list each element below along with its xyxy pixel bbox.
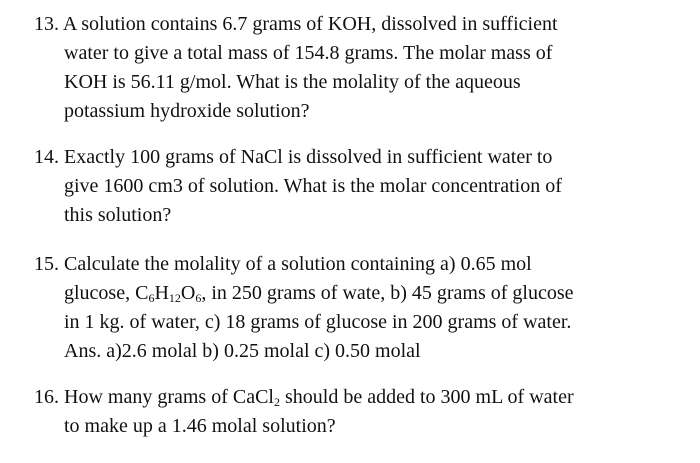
formula-part: H xyxy=(154,282,169,304)
problem-line xyxy=(34,383,674,412)
problem-line: this solution? xyxy=(64,204,172,226)
formula-prefix: glucose, C xyxy=(64,282,149,304)
problem-13 xyxy=(34,10,674,126)
problem-number: 13. xyxy=(34,13,59,35)
problem-line: in 1 kg. of water, c) 18 grams of glucose in 200 grams of water. xyxy=(64,311,572,333)
problem-line xyxy=(34,250,674,279)
problem-text: A solution contains 6.7 grams of KOH, dissolved in sufficient xyxy=(62,13,558,35)
problem-line: potassium hydroxide solution? xyxy=(64,100,310,122)
subscript: 12 xyxy=(168,291,181,305)
problem-15 xyxy=(34,250,674,366)
problem-number: 15. xyxy=(34,253,59,275)
problem-line xyxy=(34,10,674,39)
problem-line: water to give a total mass of 154.8 grams. The molar mass of xyxy=(64,42,553,64)
formula-prefix: How many grams of CaCl xyxy=(64,386,274,408)
problem-line-formula xyxy=(34,279,674,308)
problem-line: give 1600 cm3 of solution. What is the molar concentration of xyxy=(64,175,562,197)
subscript: 6 xyxy=(195,291,202,305)
problem-line xyxy=(34,143,674,172)
problem-16 xyxy=(34,383,674,441)
problem-14 xyxy=(34,143,674,230)
subscript: 2 xyxy=(273,395,280,409)
problem-line: to make up a 1.46 molal solution? xyxy=(64,415,336,437)
formula-suffix: , in 250 grams of wate, b) 45 grams of glucose xyxy=(201,282,574,304)
formula-part: O xyxy=(180,282,196,304)
problem-text: Exactly 100 grams of NaCl is dissolved in sufficient water to xyxy=(64,146,553,168)
problem-text: Calculate the molality of a solution containing a) 0.65 mol xyxy=(64,253,532,275)
answer-line: Ans. a)2.6 molal b) 0.25 molal c) 0.50 molal xyxy=(64,340,421,362)
problem-number: 16. xyxy=(34,386,59,408)
subscript: 6 xyxy=(148,291,155,305)
formula-suffix: should be added to 300 mL of water xyxy=(279,386,574,408)
problem-number: 14. xyxy=(34,146,59,168)
problem-line: KOH is 56.11 g/mol. What is the molality of the aqueous xyxy=(64,71,521,93)
